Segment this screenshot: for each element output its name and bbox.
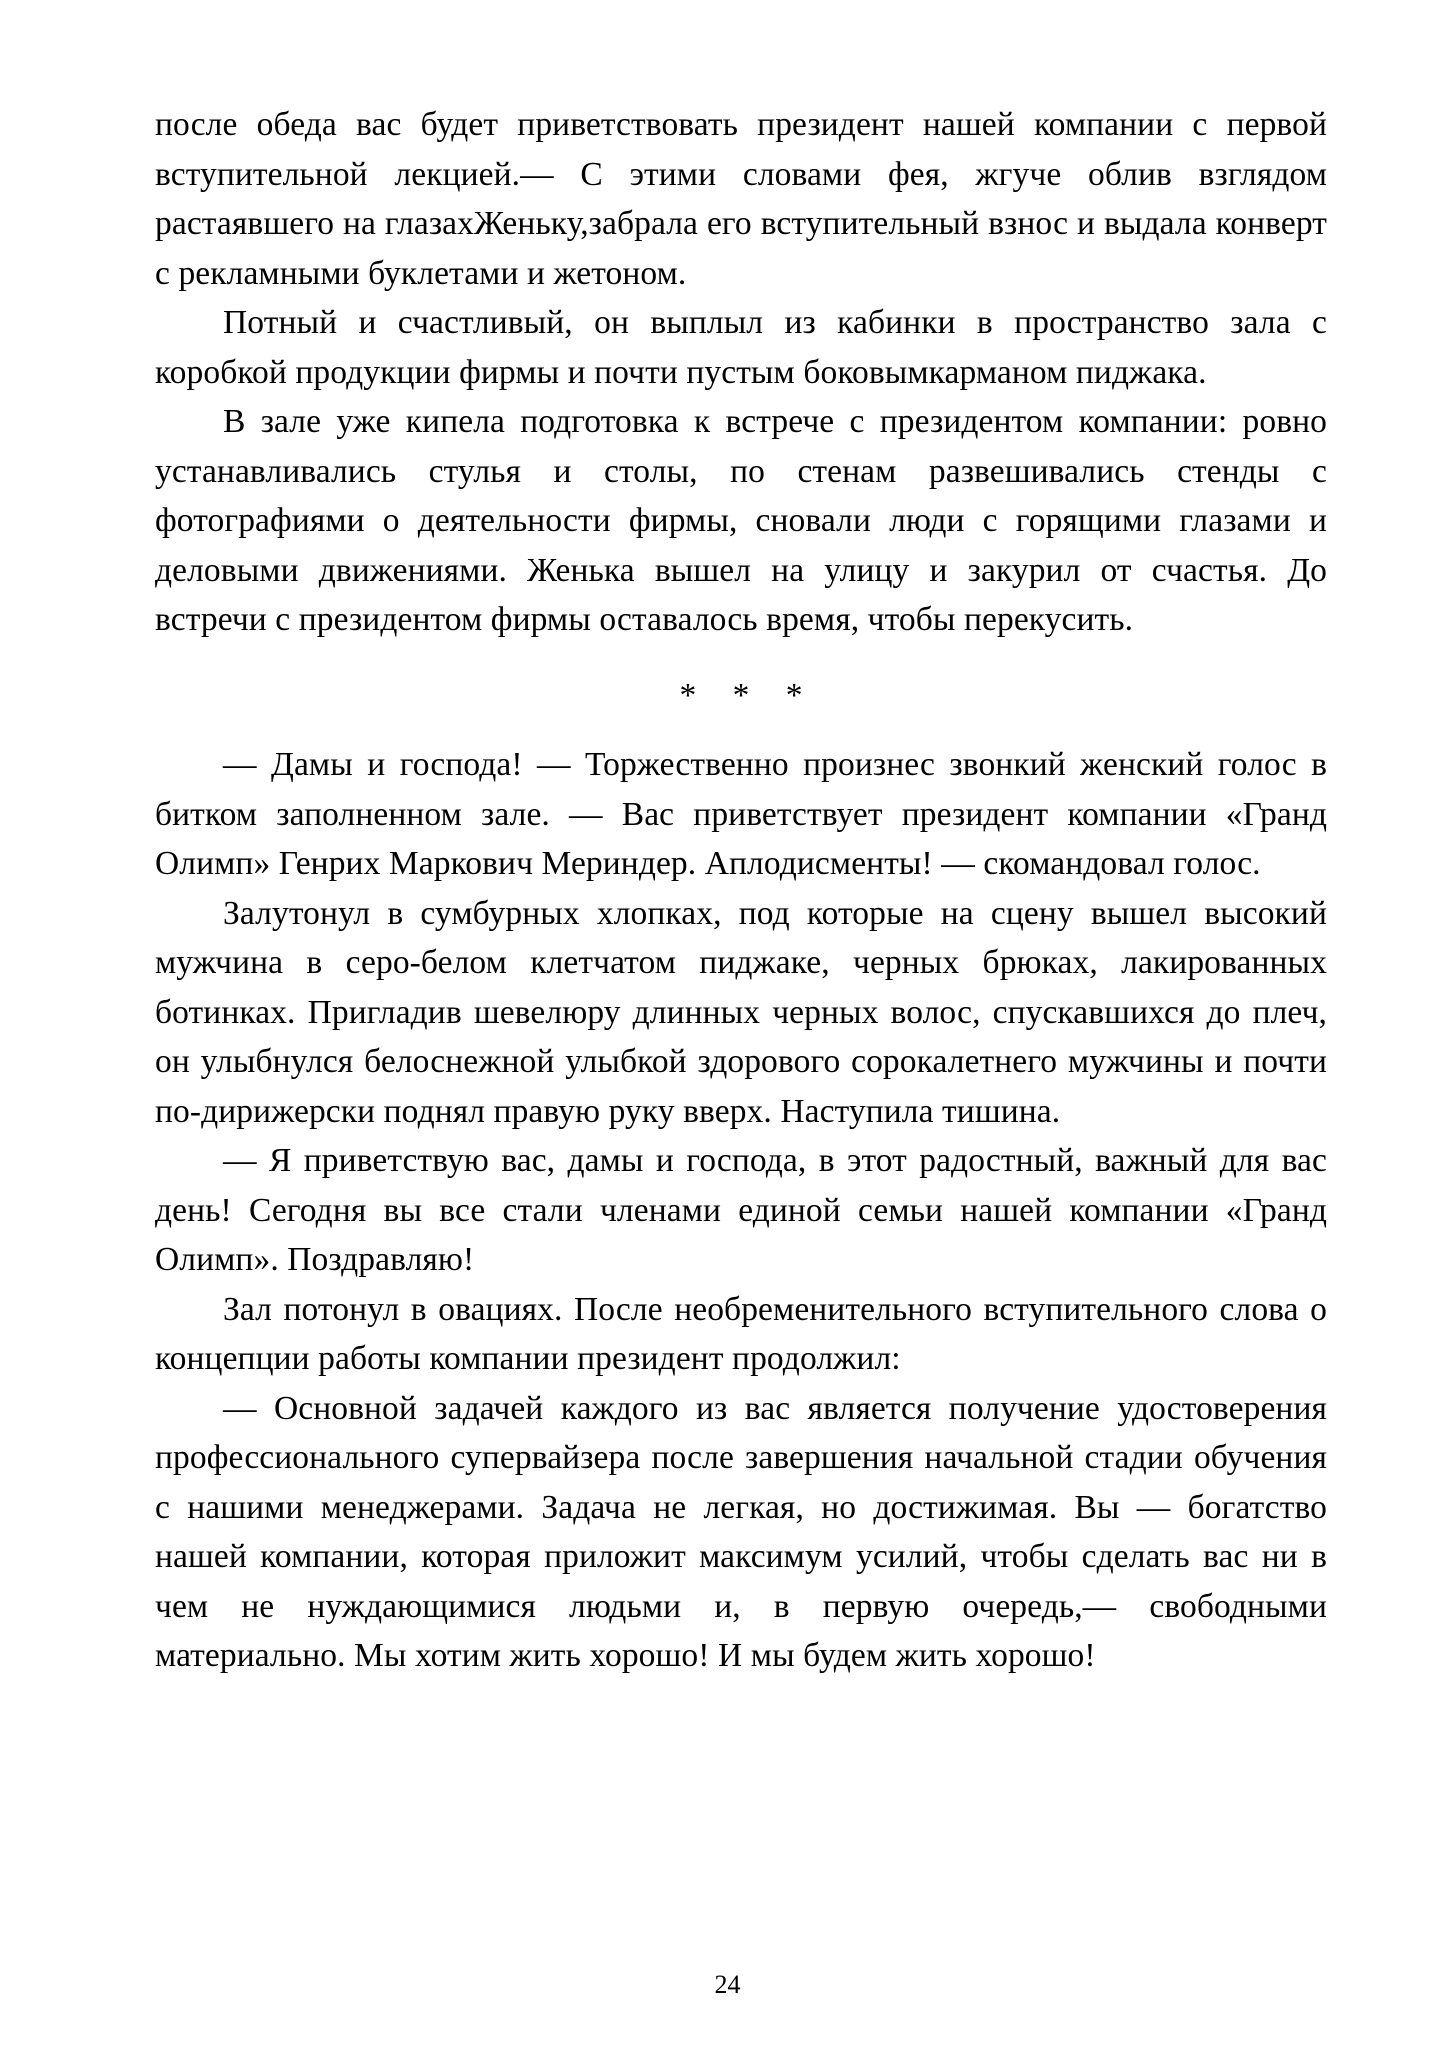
paragraph-5: Залутонул в сумбурных хлопках, под которые на сцену вышел высокий мужчина в серо-белом клетчатом пиджаке, черных брюках, лакированных ботинках. Пригладив шевелюру длинных черных волос, спускавшихся до плеч, он улыбнулся белоснежной улыбкой здорового сорокалетнего мужчины и почти по-дирижерски поднял правую руку вверх. Наступила тишина.	[155, 894, 1327, 1130]
paragraph-7: Зал потонул в овациях. После необременительного вступительного слова о концепции работы компании президент продолжил:	[155, 1290, 1327, 1377]
section-separator: * * *	[679, 676, 817, 714]
paragraph-4: — Дамы и господа! — Торжественно произнес звонкий женский голос в битком заполненном зале. — Вас приветствует президент компании «Гранд Олимп» Генрих Маркович Мериндер. Аплодисменты! — скомандовал голос.	[155, 746, 1327, 882]
text-column	[155, 100, 1327, 1681]
paragraph-1: после обеда вас будет приветствовать президент нашей компании с первой вступительной лекцией.— С этими словами фея, жгуче облив взглядом растаявшего на глазахЖеньку,забрала его вступительный взнос и выдала конверт с рекламными буклетами и жетоном.	[155, 106, 1327, 292]
paragraph-6: — Я приветствую вас, дамы и господа, в этот радостный, важный для вас день! Сегодня вы все стали членами единой семьи нашей компании «Гранд Олимп». Поздравляю!	[155, 1142, 1327, 1278]
paragraph-3: В зале уже кипела подготовка к встрече с президентом компании: ровно устанавливались стулья и столы, по стенам развешивались стенды с фотографиями о деятельности фирмы, сновали люди с горящими глазами и деловыми движениями. Женька вышел на улицу и закурил от счастья. До встречи с президентом фирмы оставалось время, чтобы перекусить.	[155, 403, 1327, 638]
paragraph-8: — Основной задачей каждого из вас является получение удостоверения профессионального супервайзера после завершения начальной стадии обучения с нашими менеджерами. Задача не легкая, но достижимая. Вы — богатство нашей компании, которая приложит максимум усилий, чтобы сделать вас ни в чем не нуждающимися людьми и, в первую очередь,— свободными материально. Мы хотим жить хорошо! И мы будем жить хорошо!	[155, 1389, 1327, 1674]
paragraph-2: Потный и счастливый, он выплыл из кабинки в пространство зала с коробкой продукции фирмы и почти пустым боковымкарманом пиджака.	[155, 304, 1327, 391]
page-number: 24	[714, 1970, 741, 1999]
